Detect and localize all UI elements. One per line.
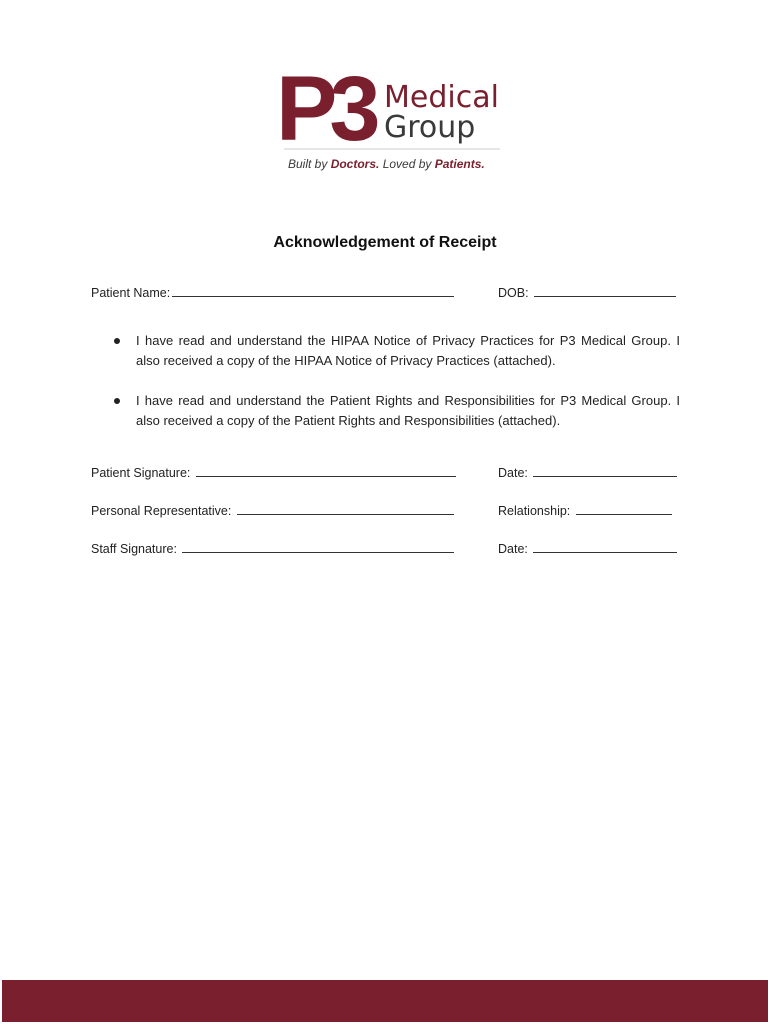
personal-representative-line[interactable]: [237, 502, 454, 515]
patient-signature-label: Patient Signature:: [91, 466, 191, 480]
dob-field[interactable]: [498, 284, 676, 300]
bullet-text-rights: I have read and understand the Patient Rights and Responsibilities for P3 Medical Group. I also received a copy of the Patient Rights and Responsibilities (attached).: [136, 393, 680, 428]
acknowledgement-list: [108, 331, 680, 451]
bullet-text-hipaa: I have read and understand the HIPAA Notice of Privacy Practices for P3 Medical Group. I also received a copy of the HIPAA Notice of Privacy Practices (attached).: [136, 333, 680, 368]
date-line-2[interactable]: [533, 540, 677, 553]
patient-name-field[interactable]: [91, 284, 454, 300]
date-field-2[interactable]: [498, 540, 677, 556]
form-title: Acknowledgement of Receipt: [273, 234, 497, 251]
date-field-1[interactable]: [498, 464, 677, 480]
relationship-field[interactable]: [498, 502, 672, 518]
date-line-1[interactable]: [533, 464, 677, 477]
personal-representative-label: Personal Representative:: [91, 504, 232, 518]
list-item: [108, 331, 680, 371]
dob-line[interactable]: [534, 284, 676, 297]
personal-representative-field[interactable]: [91, 502, 454, 518]
relationship-line[interactable]: [576, 502, 672, 515]
footer-bar: [2, 980, 768, 1022]
date-label-2: Date:: [498, 542, 528, 556]
dob-label: DOB:: [498, 286, 529, 300]
date-label-1: Date:: [498, 466, 528, 480]
logo-mark: P3: [276, 64, 373, 160]
staff-signature-field[interactable]: [91, 540, 454, 556]
patient-signature-line[interactable]: [196, 464, 456, 477]
p3-medical-group-logo: [276, 64, 506, 176]
logo-line-group: Group: [384, 110, 476, 145]
logo-tagline: Built by Doctors. Loved by Patients.: [288, 157, 485, 171]
logo-line-medical: Medical: [384, 80, 499, 115]
bullet-icon: [114, 398, 120, 404]
patient-name-label: Patient Name:: [91, 286, 171, 300]
relationship-label: Relationship:: [498, 504, 571, 518]
staff-signature-line[interactable]: [182, 540, 454, 553]
patient-signature-field[interactable]: [91, 464, 456, 480]
staff-signature-label: Staff Signature:: [91, 542, 177, 556]
list-item: [108, 391, 680, 431]
bullet-icon: [114, 338, 120, 344]
patient-name-line[interactable]: [172, 284, 454, 297]
